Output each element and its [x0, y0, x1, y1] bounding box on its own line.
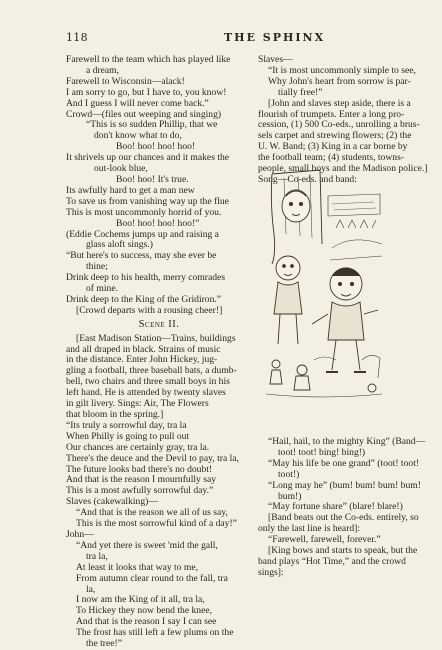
- text-line: bum!): [278, 490, 302, 502]
- page-number: 118: [66, 31, 88, 44]
- text-line: Drink deep to his health, merry comrades: [66, 272, 226, 284]
- text-line: only the last line is heard]:: [258, 523, 361, 535]
- text-line: “May fortune share” (blare! blare!): [268, 501, 403, 513]
- text-line: To Hickey they now bend the knee,: [76, 605, 212, 617]
- text-line: At least it looks that way to me,: [76, 561, 199, 573]
- text-line: [John and slaves step aside, there is a: [268, 97, 411, 109]
- text-line: a dream,: [86, 64, 120, 76]
- text-line: sels carpet and strewing flowers; (2) the: [258, 130, 412, 142]
- text-line: Boo! hoo! It's true.: [116, 173, 189, 185]
- text-line: flourish of trumpets. Enter a long pro-: [258, 108, 405, 120]
- text-line: in the distance. Enter John Hickey, jug-: [66, 354, 218, 366]
- text-line: U. W. Band; (3) King in a car borne by: [258, 141, 408, 153]
- text-line: Slaves—: [258, 54, 293, 65]
- text-line: I am sorry to go, but I have to, you know!: [66, 86, 227, 98]
- text-line: The future looks bad there's no doubt!: [66, 463, 213, 475]
- right-text-column-bottom: [258, 436, 426, 579]
- text-line: “Hail, hail, to the mighty King” (Band—: [268, 436, 426, 447]
- text-line: thine;: [86, 261, 108, 273]
- text-line: “And yet there is sweet 'mid the gall,: [76, 539, 218, 551]
- text-line: And that is the reason I mournfully say: [66, 474, 217, 486]
- text-line: “Farewell, farewell, forever.”: [268, 534, 381, 546]
- text-line: There's the deuce and the Devil to pay, tra la,: [66, 452, 239, 464]
- text-line: Song—Co-eds. and band:: [258, 173, 357, 185]
- page-header: [0, 31, 442, 47]
- text-line: band plays “Hot Time,” and the crowd: [258, 555, 406, 567]
- text-line: This is a most awfully sorrowful day.”: [66, 485, 214, 497]
- text-line: of mine.: [86, 283, 118, 295]
- text-line: people, small boys and the Madison police.]: [258, 163, 428, 175]
- text-line: tra la,: [86, 550, 108, 562]
- text-line: From autumn clear round to the fall, tra: [76, 572, 228, 584]
- text-line: Drink deep to the King of the Gridiron.”: [66, 293, 222, 305]
- text-line: John—: [66, 528, 94, 540]
- text-line: gling a football, three baseball bats, a dumb-: [66, 365, 237, 377]
- text-line: “It is most uncommonly simple to see,: [268, 64, 416, 76]
- text-line: When Philly is going to pull out: [66, 430, 190, 442]
- text-line: “But here's to success, may she ever be: [66, 250, 217, 262]
- text-line: in gilt livery. Sings: Air, The Flowers: [66, 398, 209, 410]
- text-line: cession, (1) 500 Co-eds., unrolling a brus-: [258, 119, 420, 131]
- text-line: [East Madison Station—Trains, buildings: [76, 332, 236, 344]
- text-line: Crowd—(files out weeping and singing): [66, 108, 222, 120]
- text-line: [Band beats out the Co-eds. entirely, so: [268, 512, 419, 524]
- text-line: “This is so sudden Phillip, that we: [86, 119, 218, 131]
- text-line: (Eddie Cochems jumps up and raising a: [66, 228, 219, 240]
- text-line: glass aloft sings.): [86, 239, 153, 251]
- text-line: Its awfully hard to get a man new: [66, 184, 195, 196]
- text-line: “May his life be one grand” (toot! toot!: [268, 457, 420, 469]
- text-line: “Long may he” (bum! bum! bum! bum!: [268, 479, 421, 491]
- text-line: the tree!”: [86, 638, 122, 650]
- text-line: “And that is the reason we all of us say,: [76, 507, 228, 519]
- text-line: toot! toot! bing! bing!): [278, 446, 366, 458]
- text-line: out-look blue,: [94, 163, 148, 175]
- text-line: It shrivels up our chances and it makes the: [66, 152, 230, 164]
- text-line: that bloom in the spring.]: [66, 409, 164, 420]
- text-line: This is the most sorrowful kind of a day!”: [76, 518, 237, 530]
- text-line: Boo! hoo! hoo! hoo!”: [116, 217, 200, 229]
- cartoon-illustration: [262, 164, 386, 412]
- text-line: the football team; (4) students, towns-: [258, 152, 405, 164]
- text-line: and all draped in black. Strains of music: [66, 343, 221, 355]
- text-line: And I guess I will never come back.”: [66, 97, 209, 109]
- running-title: THE SPHINX: [224, 31, 326, 44]
- text-line: Why John's heart from sorrow is par-: [268, 75, 411, 87]
- text-line: bell, two chairs and three small boys in his: [66, 376, 230, 388]
- text-line: [Crowd departs with a rousing cheer!]: [76, 304, 223, 316]
- left-text-column: [66, 55, 252, 650]
- text-line: Farewell to the team which has played like: [66, 54, 231, 65]
- text-line: [King bows and starts to speak, but the: [268, 545, 418, 557]
- text-line: Farewell to Wisconsin—alack!: [66, 75, 185, 87]
- text-line: tially free!”: [278, 86, 323, 98]
- text-line: la,: [86, 583, 96, 595]
- text-line: Slaves (cakewalking)—: [66, 496, 158, 508]
- text-line: To save us from vanishing way up the flue: [66, 195, 229, 207]
- text-line: Our chances are certainly gray, tra la.: [66, 441, 210, 453]
- text-line: “Its truly a sorrowful day, tra la: [66, 419, 187, 431]
- text-line: don't know what to do,: [94, 130, 182, 142]
- text-line: I now am the King of it all, tra la,: [76, 594, 205, 606]
- text-line: And that is the reason I say I can see: [76, 616, 217, 628]
- text-line: left hand. He is attended by twenty slaves: [66, 387, 226, 399]
- text-line: toot!): [278, 468, 300, 480]
- text-line: Boo! hoo! hoo! hoo!: [116, 141, 196, 153]
- text-line: This is most uncommonly horrid of you.: [66, 206, 222, 218]
- scene-heading: Scene II.: [138, 318, 180, 330]
- text-line: The frost has still left a few plums on the: [76, 627, 234, 639]
- text-line: sings]:: [258, 566, 284, 578]
